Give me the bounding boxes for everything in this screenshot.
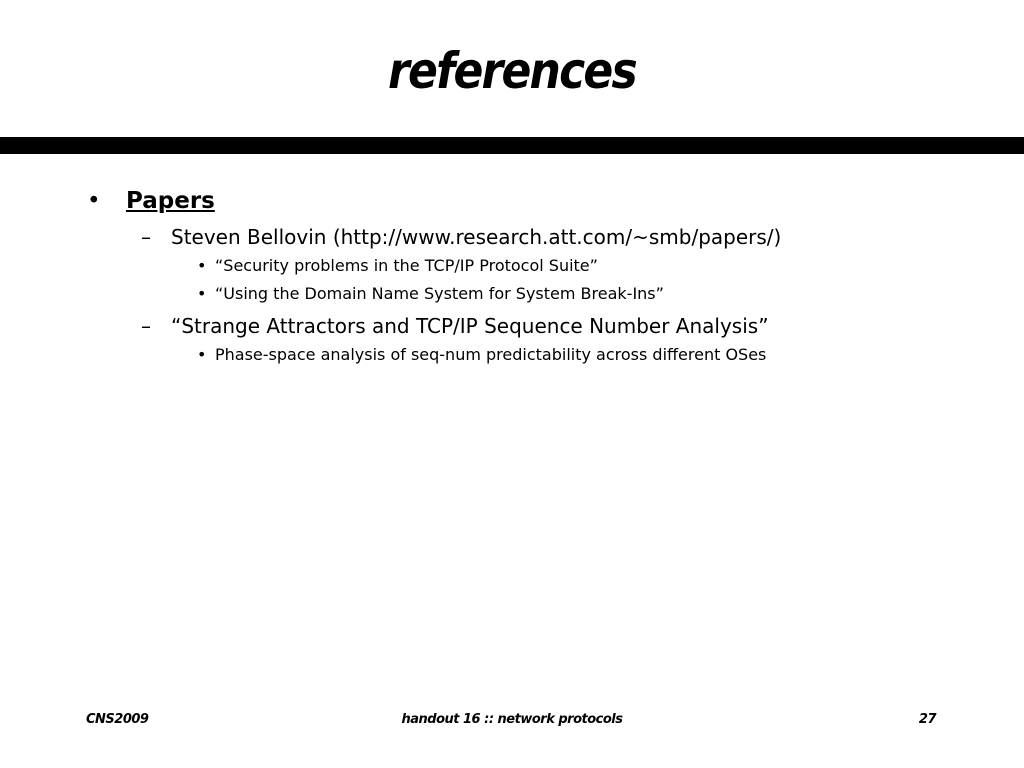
bullet-icon: •	[197, 284, 207, 303]
subitem-text: Phase-space analysis of seq-num predictability across different OSes	[215, 345, 767, 364]
subitem-text: “Using the Domain Name System for System Break-Ins”	[215, 284, 664, 303]
bullet-icon: •	[197, 256, 207, 275]
entry-text: “Strange Attractors and TCP/IP Sequence Number Analysis”	[171, 314, 769, 338]
slide-title: references	[388, 42, 636, 100]
footer-page-number: 27	[918, 712, 936, 727]
dash-icon: –	[141, 225, 151, 249]
footer-course: CNS2009	[86, 712, 149, 727]
bullet-icon: •	[87, 188, 101, 214]
dash-icon: –	[141, 314, 151, 338]
title-divider-bar	[0, 137, 1024, 154]
entry-text: Steven Bellovin (http://www.research.att.com/~smb/papers/)	[171, 225, 782, 249]
section-label: Papers	[126, 188, 215, 214]
subitem-text: “Security problems in the TCP/IP Protocol Suite”	[215, 256, 598, 275]
bullet-icon: •	[197, 345, 207, 364]
footer-handout: handout 16 :: network protocols	[401, 712, 623, 727]
